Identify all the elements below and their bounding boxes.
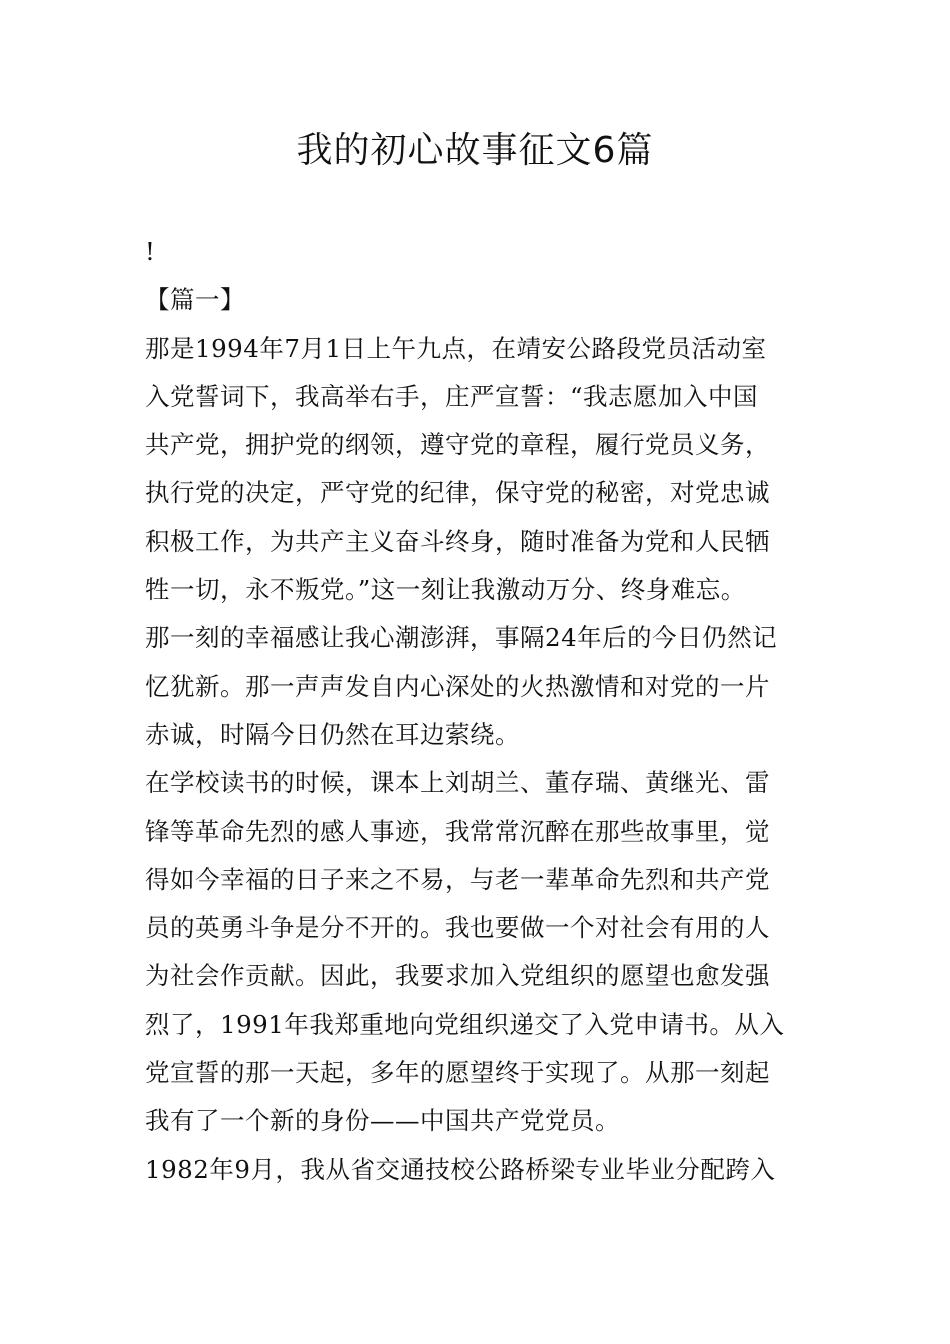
text-line: 党宣誓的那一天起，多年的愿望终于实现了。从那一刻起 bbox=[145, 1058, 770, 1088]
text-line: 赤诚，时隔今日仍然在耳边萦绕。 bbox=[145, 719, 520, 749]
text-line: 共产党，拥护党的纲领，遵守党的章程，履行党员义务， bbox=[145, 430, 770, 460]
text-line: 那是1994年7月1日上午九点，在靖安公路段党员活动室 bbox=[145, 333, 767, 363]
text-line: 在学校读书的时候，课本上刘胡兰、董存瑞、黄继光、雷 bbox=[145, 768, 770, 798]
section-heading: 【篇一】 bbox=[145, 285, 245, 315]
text-line: 忆犹新。那一声声发自内心深处的火热激情和对党的一片 bbox=[145, 671, 770, 701]
text-line: 1982年9月，我从省交通技校公路桥梁专业毕业分配跨入 bbox=[145, 1154, 776, 1184]
document-body bbox=[145, 228, 813, 1194]
text-line: 那一刻的幸福感让我心潮澎湃，事隔24年后的今日仍然记 bbox=[145, 623, 778, 653]
text-line: 锋等革命先烈的感人事迹，我常常沉醉在那些故事里，觉 bbox=[145, 816, 770, 846]
text-line: 员的英勇斗争是分不开的。我也要做一个对社会有用的人 bbox=[145, 913, 770, 943]
text-line: 积极工作，为共产主义奋斗终身，随时准备为党和人民牺 bbox=[145, 526, 770, 556]
text-line: 入党誓词下，我高举右手，庄严宣誓：“我志愿加入中国 bbox=[145, 381, 759, 411]
text-line: ! bbox=[145, 237, 156, 266]
text-line: 烈了，1991年我郑重地向党组织递交了入党申请书。从入 bbox=[145, 1009, 785, 1039]
text-line: 执行党的决定，严守党的纪律，保守党的秘密，对党忠诚 bbox=[145, 478, 770, 508]
text-line: 为社会作贡献。因此，我要求加入党组织的愿望也愈发强 bbox=[145, 961, 770, 991]
document-title: 我的初心故事征文6篇 bbox=[296, 130, 654, 171]
text-line: 得如今幸福的日子来之不易，与老一辈革命先烈和共产党 bbox=[145, 864, 770, 894]
text-line: 牲一切，永不叛党。”这一刻让我激动万分、终身难忘。 bbox=[145, 575, 746, 605]
text-line: 我有了一个新的身份——中国共产党党员。 bbox=[145, 1106, 620, 1136]
